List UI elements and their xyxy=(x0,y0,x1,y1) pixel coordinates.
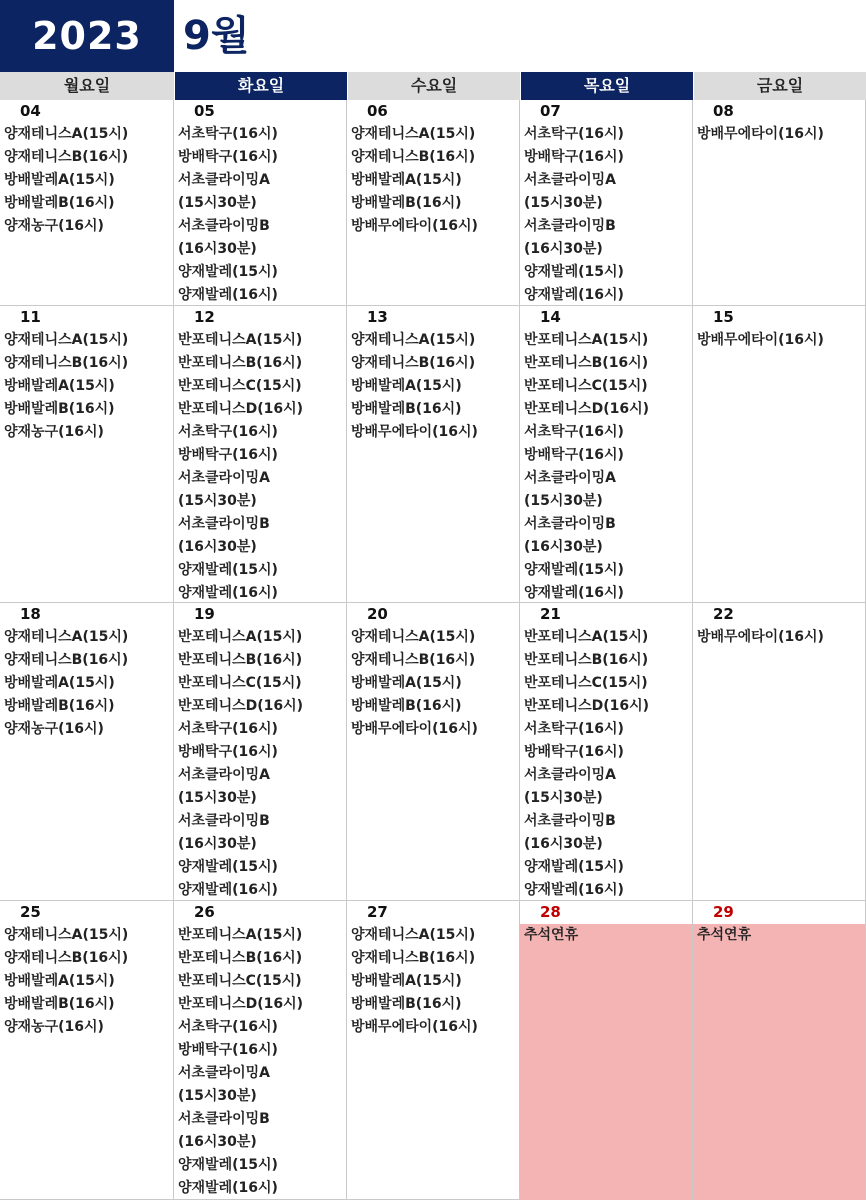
day-cell-06[interactable] xyxy=(347,100,520,306)
event-item[interactable]: (15시30분) xyxy=(524,790,603,806)
event-item[interactable]: 서초탁구(16시) xyxy=(178,424,278,440)
event-item[interactable]: (16시30분) xyxy=(524,836,603,852)
event-item[interactable]: 양재테니스B(16시) xyxy=(4,950,129,966)
event-list xyxy=(178,123,346,306)
event-list xyxy=(4,123,173,238)
event-list xyxy=(351,626,519,741)
event-list xyxy=(178,626,346,901)
day-number: 11 xyxy=(20,308,41,326)
event-item[interactable]: 양재테니스A(15시) xyxy=(4,332,129,348)
day-cell-05[interactable] xyxy=(174,100,347,306)
event-item[interactable]: 양재발레(15시) xyxy=(524,264,624,280)
event-item[interactable]: 방배탁구(16시) xyxy=(178,149,278,165)
event-item[interactable]: 방배발레B(16시) xyxy=(351,698,462,714)
event-item[interactable]: 반포테니스A(15시) xyxy=(524,332,649,348)
event-item[interactable]: 양재테니스A(15시) xyxy=(4,629,129,645)
event-item[interactable]: 서초탁구(16시) xyxy=(524,126,624,142)
weekday-wed: 수요일 xyxy=(347,72,520,100)
day-cell-11[interactable] xyxy=(0,306,174,603)
event-item[interactable]: 양재발레(15시) xyxy=(178,1157,278,1173)
day-cell-27[interactable] xyxy=(347,901,520,1200)
day-number: 14 xyxy=(540,308,561,326)
year-label: 2023 xyxy=(32,14,142,58)
event-item[interactable]: 방배발레A(15시) xyxy=(4,675,115,691)
weekday-tue: 화요일 xyxy=(174,72,347,100)
event-list xyxy=(697,924,865,947)
event-item[interactable]: 서초클라이밍B xyxy=(178,1111,270,1127)
day-number: 21 xyxy=(540,605,561,623)
day-cell-26[interactable] xyxy=(174,901,347,1200)
event-list xyxy=(4,626,173,741)
event-item[interactable]: 양재테니스B(16시) xyxy=(4,355,129,371)
event-item[interactable]: 방배무에타이(16시) xyxy=(351,218,478,234)
event-item[interactable]: 방배발레B(16시) xyxy=(4,195,115,211)
day-number: 06 xyxy=(367,102,388,120)
day-number: 25 xyxy=(20,903,41,921)
event-item[interactable]: 양재테니스A(15시) xyxy=(4,126,129,142)
event-item[interactable]: 서초클라이밍B xyxy=(178,218,270,234)
event-item[interactable]: 방배발레B(16시) xyxy=(351,401,462,417)
event-item[interactable]: (15시30분) xyxy=(524,195,603,211)
day-number: 29 xyxy=(713,903,734,921)
weekday-mon: 월요일 xyxy=(0,72,174,100)
day-cell-07[interactable] xyxy=(520,100,693,306)
event-item[interactable]: 방배무에타이(16시) xyxy=(697,629,824,645)
day-number: 04 xyxy=(20,102,41,120)
day-cell-13[interactable] xyxy=(347,306,520,603)
weekday-thu: 목요일 xyxy=(520,72,693,100)
event-item[interactable]: 양재테니스B(16시) xyxy=(351,950,476,966)
day-cell-22[interactable] xyxy=(693,603,866,901)
event-item[interactable]: 서초탁구(16시) xyxy=(178,1019,278,1035)
event-item[interactable]: 반포테니스C(15시) xyxy=(178,378,302,394)
event-item[interactable]: 방배발레A(15시) xyxy=(4,378,115,394)
event-item[interactable]: 방배발레A(15시) xyxy=(351,378,462,394)
event-item[interactable]: 서초클라이밍A xyxy=(524,172,616,188)
event-item[interactable]: 반포테니스A(15시) xyxy=(524,629,649,645)
event-item[interactable]: 양재테니스B(16시) xyxy=(351,355,476,371)
day-number: 12 xyxy=(194,308,215,326)
event-item[interactable]: 반포테니스C(15시) xyxy=(178,675,302,691)
day-cell-25[interactable] xyxy=(0,901,174,1200)
event-item[interactable]: 방배무에타이(16시) xyxy=(351,721,478,737)
event-item[interactable]: 반포테니스D(16시) xyxy=(524,401,650,417)
holiday-highlight xyxy=(693,924,865,1200)
event-item[interactable]: 서초클라이밍B xyxy=(524,218,616,234)
event-item[interactable]: 서초클라이밍A xyxy=(524,767,616,783)
day-number: 05 xyxy=(194,102,215,120)
event-item[interactable]: 반포테니스B(16시) xyxy=(178,950,303,966)
calendar-grid xyxy=(0,100,866,1200)
event-item[interactable]: (15시30분) xyxy=(178,790,257,806)
event-list xyxy=(524,123,692,306)
event-item[interactable]: 양재테니스A(15시) xyxy=(351,126,476,142)
day-cell-14[interactable] xyxy=(520,306,693,603)
event-item[interactable]: 양재테니스B(16시) xyxy=(4,652,129,668)
event-item[interactable]: 반포테니스D(16시) xyxy=(178,996,304,1012)
event-item[interactable]: 방배발레A(15시) xyxy=(351,675,462,691)
day-cell-19[interactable] xyxy=(174,603,347,901)
event-item[interactable]: 반포테니스A(15시) xyxy=(178,332,303,348)
event-item[interactable]: 방배발레B(16시) xyxy=(4,996,115,1012)
day-number: 27 xyxy=(367,903,388,921)
event-item[interactable]: 양재테니스B(16시) xyxy=(351,652,476,668)
event-item[interactable]: 서초클라이밍A xyxy=(178,1065,270,1081)
day-cell-20[interactable] xyxy=(347,603,520,901)
weekday-header-row xyxy=(0,72,866,100)
event-item[interactable]: (16시30분) xyxy=(178,1134,257,1150)
event-item[interactable]: 양재농구(16시) xyxy=(4,721,104,737)
event-item[interactable]: 양재농구(16시) xyxy=(4,1019,104,1035)
event-item[interactable]: 양재농구(16시) xyxy=(4,218,104,234)
event-item[interactable]: 양재테니스A(15시) xyxy=(351,332,476,348)
day-number: 26 xyxy=(194,903,215,921)
day-cell-12[interactable] xyxy=(174,306,347,603)
event-item[interactable]: 반포테니스D(16시) xyxy=(178,698,304,714)
event-item[interactable]: 반포테니스C(15시) xyxy=(524,675,648,691)
event-item[interactable]: 반포테니스A(15시) xyxy=(178,629,303,645)
event-item[interactable]: 방배발레A(15시) xyxy=(4,973,115,989)
day-cell-21[interactable] xyxy=(520,603,693,901)
event-item[interactable]: 양재발레(15시) xyxy=(178,859,278,875)
event-item[interactable]: 양재테니스A(15시) xyxy=(351,629,476,645)
day-cell-15[interactable] xyxy=(693,306,866,603)
event-item[interactable]: 양재테니스A(15시) xyxy=(4,927,129,943)
week-row xyxy=(0,100,866,306)
day-number: 07 xyxy=(540,102,561,120)
event-item[interactable]: 방배발레A(15시) xyxy=(351,172,462,188)
event-list xyxy=(351,123,519,238)
event-item[interactable]: 방배무에타이(16시) xyxy=(697,126,824,142)
event-item[interactable]: 방배발레B(16시) xyxy=(351,195,462,211)
event-item[interactable]: 양재발레(15시) xyxy=(524,859,624,875)
event-list xyxy=(4,329,173,444)
day-number: 20 xyxy=(367,605,388,623)
event-item[interactable]: 방배탁구(16시) xyxy=(178,744,278,760)
event-item[interactable]: 서초클라이밍A xyxy=(178,470,270,486)
day-number: 22 xyxy=(713,605,734,623)
event-list xyxy=(697,626,865,649)
day-number: 28 xyxy=(540,903,561,921)
event-item[interactable]: 서초클라이밍B xyxy=(524,516,616,532)
event-item[interactable]: 양재테니스B(16시) xyxy=(4,149,129,165)
event-list xyxy=(178,329,346,603)
event-item[interactable]: 방배발레B(16시) xyxy=(351,996,462,1012)
event-item[interactable]: 양재발레(15시) xyxy=(178,562,278,578)
event-item[interactable]: 서초클라이밍A xyxy=(178,767,270,783)
event-list xyxy=(4,924,173,1039)
event-item[interactable]: 양재발레(16시) xyxy=(524,287,624,303)
event-item[interactable]: (16시30분) xyxy=(178,539,257,555)
day-number: 13 xyxy=(367,308,388,326)
weekday-fri: 금요일 xyxy=(693,72,866,100)
event-item[interactable]: 방배탁구(16시) xyxy=(524,447,624,463)
event-item[interactable]: 방배탁구(16시) xyxy=(524,744,624,760)
event-item[interactable]: 반포테니스C(15시) xyxy=(524,378,648,394)
event-item[interactable]: 반포테니스A(15시) xyxy=(178,927,303,943)
event-item[interactable]: 양재발레(16시) xyxy=(524,882,624,898)
event-item[interactable]: 양재발레(16시) xyxy=(178,287,278,303)
holiday-highlight xyxy=(520,924,692,1200)
event-item[interactable]: 양재발레(16시) xyxy=(178,1180,278,1196)
event-item[interactable]: 양재발레(16시) xyxy=(178,585,278,601)
month-title: 9월 xyxy=(183,13,250,59)
event-item[interactable]: 반포테니스B(16시) xyxy=(524,652,649,668)
event-item[interactable]: 서초클라이밍A xyxy=(178,172,270,188)
event-item[interactable]: 서초클라이밍B xyxy=(524,813,616,829)
day-number: 18 xyxy=(20,605,41,623)
event-list xyxy=(524,924,692,947)
event-item[interactable]: 방배탁구(16시) xyxy=(178,447,278,463)
event-item[interactable]: 서초탁구(16시) xyxy=(524,721,624,737)
event-list xyxy=(697,329,865,352)
day-number: 08 xyxy=(713,102,734,120)
event-item[interactable]: 반포테니스B(16시) xyxy=(178,652,303,668)
event-list xyxy=(524,329,692,603)
event-item[interactable]: 양재발레(16시) xyxy=(178,882,278,898)
day-number: 19 xyxy=(194,605,215,623)
event-item[interactable]: 방배무에타이(16시) xyxy=(351,424,478,440)
event-list xyxy=(351,329,519,444)
event-item[interactable]: (15시30분) xyxy=(178,493,257,509)
event-item[interactable]: 방배발레A(15시) xyxy=(4,172,115,188)
event-item[interactable]: 방배발레B(16시) xyxy=(4,698,115,714)
event-item[interactable]: 방배무에타이(16시) xyxy=(351,1019,478,1035)
week-row xyxy=(0,901,866,1200)
event-item[interactable]: 반포테니스B(16시) xyxy=(524,355,649,371)
event-item[interactable]: 서초클라이밍B xyxy=(178,516,270,532)
event-item[interactable]: 양재테니스A(15시) xyxy=(351,927,476,943)
event-item[interactable]: 양재발레(16시) xyxy=(524,585,624,601)
event-item[interactable]: (15시30분) xyxy=(178,195,257,211)
day-number: 15 xyxy=(713,308,734,326)
event-item[interactable]: 반포테니스C(15시) xyxy=(178,973,302,989)
event-item[interactable]: 반포테니스D(16시) xyxy=(524,698,650,714)
event-item[interactable]: (16시30분) xyxy=(178,241,257,257)
event-item[interactable]: 양재발레(15시) xyxy=(178,264,278,280)
event-item[interactable]: 서초탁구(16시) xyxy=(178,126,278,142)
day-cell-04[interactable] xyxy=(0,100,174,306)
event-item[interactable]: 양재테니스B(16시) xyxy=(351,149,476,165)
event-item[interactable]: (16시30분) xyxy=(524,241,603,257)
event-item[interactable]: 양재발레(15시) xyxy=(524,562,624,578)
day-cell-08[interactable] xyxy=(693,100,866,306)
week-row xyxy=(0,306,866,603)
day-cell-29[interactable] xyxy=(693,901,866,1200)
event-item[interactable]: (15시30분) xyxy=(524,493,603,509)
holiday-label[interactable]: 추석연휴 xyxy=(524,927,579,943)
event-list xyxy=(178,924,346,1200)
event-item[interactable]: 방배탁구(16시) xyxy=(524,149,624,165)
event-item[interactable]: (16시30분) xyxy=(178,836,257,852)
event-list xyxy=(351,924,519,1039)
event-item[interactable]: 서초탁구(16시) xyxy=(524,424,624,440)
event-item[interactable]: (15시30분) xyxy=(178,1088,257,1104)
day-cell-28[interactable] xyxy=(520,901,693,1200)
event-item[interactable]: 반포테니스B(16시) xyxy=(178,355,303,371)
day-cell-18[interactable] xyxy=(0,603,174,901)
event-item[interactable]: 양재농구(16시) xyxy=(4,424,104,440)
event-item[interactable]: (16시30분) xyxy=(524,539,603,555)
event-item[interactable]: 방배발레B(16시) xyxy=(4,401,115,417)
event-list xyxy=(697,123,865,146)
event-item[interactable]: 서초탁구(16시) xyxy=(178,721,278,737)
year-header xyxy=(0,0,174,72)
event-item[interactable]: 방배발레A(15시) xyxy=(351,973,462,989)
event-item[interactable]: 방배무에타이(16시) xyxy=(697,332,824,348)
event-item[interactable]: 방배탁구(16시) xyxy=(178,1042,278,1058)
week-row xyxy=(0,603,866,901)
holiday-label[interactable]: 추석연휴 xyxy=(697,927,752,943)
event-list xyxy=(524,626,692,901)
event-item[interactable]: 반포테니스D(16시) xyxy=(178,401,304,417)
event-item[interactable]: 서초클라이밍B xyxy=(178,813,270,829)
event-item[interactable]: 서초클라이밍A xyxy=(524,470,616,486)
